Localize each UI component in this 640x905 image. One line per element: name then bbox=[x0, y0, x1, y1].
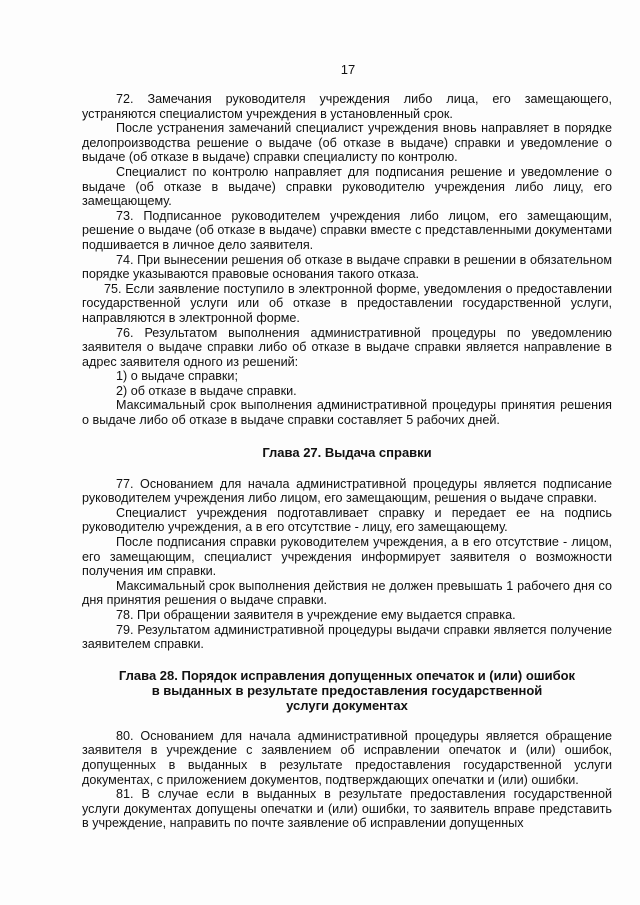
paragraph-77: 77. Основанием для начала административной процедуры является подписание руководителем учреждения либо лицом, его замещающим, решения о выдаче справки. bbox=[82, 476, 612, 506]
chapter-28-heading-line: Глава 28. Порядок исправления допущенных опечаток и (или) ошибок bbox=[118, 667, 576, 683]
chapter-28-heading-line: услуги документах bbox=[286, 697, 408, 713]
list-item: 2) об отказе в выдаче справки. bbox=[116, 383, 297, 398]
chapter-27-heading: Глава 27. Выдача справки bbox=[262, 444, 432, 460]
paragraph-81: 81. В случае если в выданных в результате предоставления государственной услуги документах допущены опечатки и (или) ошибки, то заявитель вправе представить в учреждение, направить по почте заявление об исправлении допущенных bbox=[82, 787, 612, 831]
list-item: 1) о выдаче справки; bbox=[116, 369, 238, 384]
paragraph-80: 80. Основанием для начала административной процедуры является обращение заявителя в учреждение с заявлением об исправлении опечаток и (или) ошибок, допущенных в выданных в результате предоставления государственной услуги документах, с приложением документов, подтверждающих опечатки и (или) ошибки. bbox=[82, 728, 612, 787]
paragraph: Специалист по контролю направляет для подписания решение и уведомление о выдаче (об отказе в выдаче) справки руководителю учреждения либо лицу, его замещающему. bbox=[82, 164, 612, 209]
paragraph: После устранения замечаний специалист учреждения вновь направляет в порядке делопроизводства решение о выдаче (об отказе в выдаче) справки и уведомление о выдаче (об отказе в выдаче) справки специалисту по контролю. bbox=[82, 121, 612, 165]
section-top bbox=[82, 92, 612, 428]
chapter-28-heading bbox=[82, 668, 612, 713]
section-28 bbox=[82, 729, 612, 831]
chapter-28-heading-line: в выданных в результате предоставления государственной bbox=[151, 682, 543, 698]
paragraph-76: 76. Результатом выполнения административной процедуры по уведомлению заявителя о выдаче справки либо об отказе в выдаче справки является направление в адрес заявителя одного из решений: bbox=[82, 325, 612, 369]
page-number: 17 bbox=[340, 62, 356, 77]
paragraph-73: 73. Подписанное руководителем учреждения либо лицом, его замещающим, решение о выдаче (об отказе в выдаче) справки вместе с представленными документами подшивается в личное дело заявителя. bbox=[82, 208, 612, 252]
paragraph-74: 74. При вынесении решения об отказе в выдаче справки в решении в обязательном порядке указываются правовые основания такого отказа. bbox=[82, 252, 612, 282]
paragraph-78: 78. При обращении заявителя в учреждение ему выдается справка. bbox=[116, 608, 516, 622]
paragraph-72: 72. Замечания руководителя учреждения либо лица, его замещающего, устраняются специалистом учреждения в установленный срок. bbox=[82, 92, 612, 121]
paragraph-79: 79. Результатом административной процедуры выдачи справки является получение заявителем справки. bbox=[82, 622, 612, 652]
paragraph: Максимальный срок выполнения действия не должен превышать 1 рабочего дня со дня принятия решения о выдаче справки. bbox=[82, 578, 612, 608]
paragraph: Максимальный срок выполнения административной процедуры принятия решения о выдаче либо об отказе в выдаче справки составляет 5 рабочих дней. bbox=[82, 398, 612, 428]
section-27 bbox=[82, 477, 612, 652]
paragraph: Специалист учреждения подготавливает справку и передает ее на подпись руководителю учреждения, а в его отсутствие - лицу, его замещающему. bbox=[82, 505, 612, 535]
paragraph: После подписания справки руководителем учреждения, а в его отсутствие - лицом, его замещающим, специалист учреждения информирует заявителя о возможности получения им справки. bbox=[82, 535, 612, 579]
paragraph-75: 75. Если заявление поступило в электронной форме, уведомления о предоставлении государственной услуги или об отказе в предоставлении государственной услуги, направляются в электронной форме. bbox=[82, 281, 612, 325]
